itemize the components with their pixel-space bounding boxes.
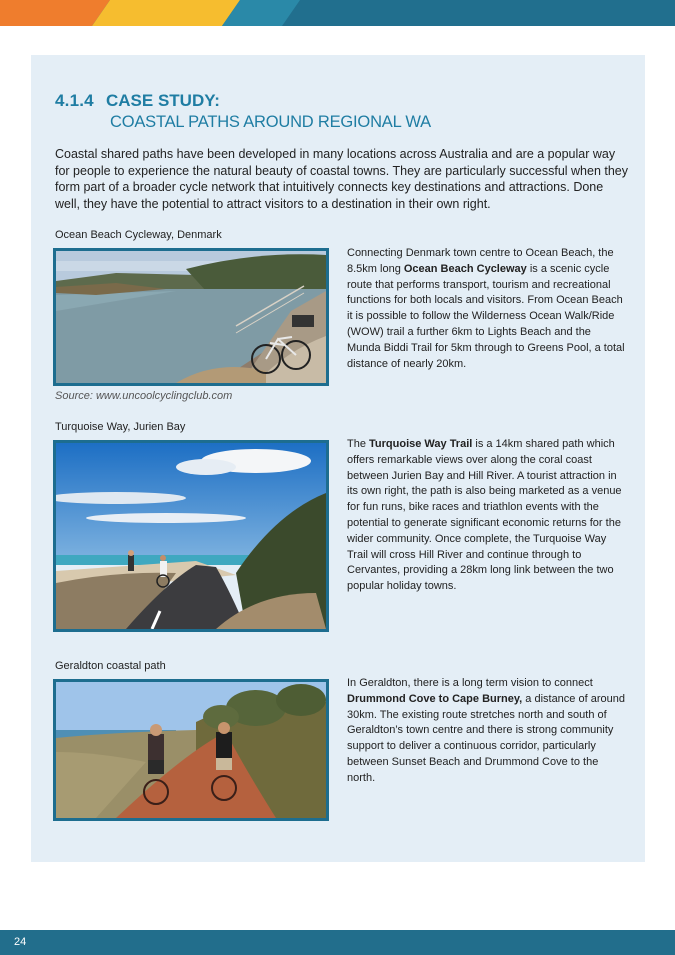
photo-turquoise-way xyxy=(53,440,329,632)
photo-ocean-beach-cycleway xyxy=(53,248,329,386)
text-segment: Connecting Denmark town centre to Ocean Beach, the 8.5km long xyxy=(347,247,614,275)
page-footer xyxy=(0,930,675,955)
page-number: 24 xyxy=(14,936,27,948)
photo-geraldton-coastal-path xyxy=(53,679,329,821)
highlight-route-name: Turquoise Way Trail xyxy=(369,438,473,450)
text-segment: In Geraldton, there is a long term vision to connect xyxy=(347,677,593,689)
case-study-text-jurien-bay xyxy=(347,437,627,595)
highlight-route-name: Drummond Cove to Cape Burney, xyxy=(347,692,523,705)
heading-subtitle: COASTAL PATHS AROUND REGIONAL WA xyxy=(110,113,431,131)
text-segment: The xyxy=(347,438,370,450)
photo-caption-geraldton: Geraldton coastal path xyxy=(55,660,166,672)
text-segment: a distance of around 30km. The existing route stretches north and south of Geraldton’s town centre and there is strong community support to deliver a continuous corridor, particularly between Sunset Beach and Drummond Cove to the north. xyxy=(347,692,625,784)
text-segment: is a scenic cycle route that performs transport, tourism and recreational functions for both locals and visitors. From Ocean Beach it is possible to follow the Wilderness Ocean Walk/Ride (WOW) trail a further 6km to Lights Beach and the Munda Biddi Trail for 5km through to Greens Pool, a total distance of nearly 20km. xyxy=(347,262,625,370)
photo-caption-denmark: Ocean Beach Cycleway, Denmark xyxy=(55,229,222,241)
section-number: 4.1.4 xyxy=(55,91,94,110)
highlight-route-name: Ocean Beach Cycleway xyxy=(403,262,527,275)
intro-paragraph: Coastal shared paths have been developed in many locations across Australia and are a popular way for people to experience the natural beauty of coastal towns. They are particularly successful when they form part of a broader cycle network that intuitively connects key destinations and attractions. Done well, they have the potential to attract visitors to a destination in their own right. xyxy=(55,147,629,211)
case-study-text-geraldton xyxy=(347,676,627,787)
text-segment: is a 14km shared path which offers remarkable views over along the coral coast between Jurien Bay and Hill River. A tourist attraction in its own right, the path is also being marketed as a venue for fun runs, bike races and triathlon events with the potential to generate significant economic returns for the wider community. Once complete, the Turquoise Way Trail will cross Hill River and continue through to Cervantes, providing a 28km long link between the two popular holiday towns. xyxy=(347,438,622,593)
heading-title: CASE STUDY: xyxy=(106,91,220,110)
photo-source-credit: Source: www.uncoolcyclingclub.com xyxy=(55,390,233,402)
case-study-text-denmark xyxy=(347,246,627,372)
photo-caption-jurien-bay: Turquoise Way, Jurien Bay xyxy=(55,421,186,433)
top-banner xyxy=(0,0,675,26)
